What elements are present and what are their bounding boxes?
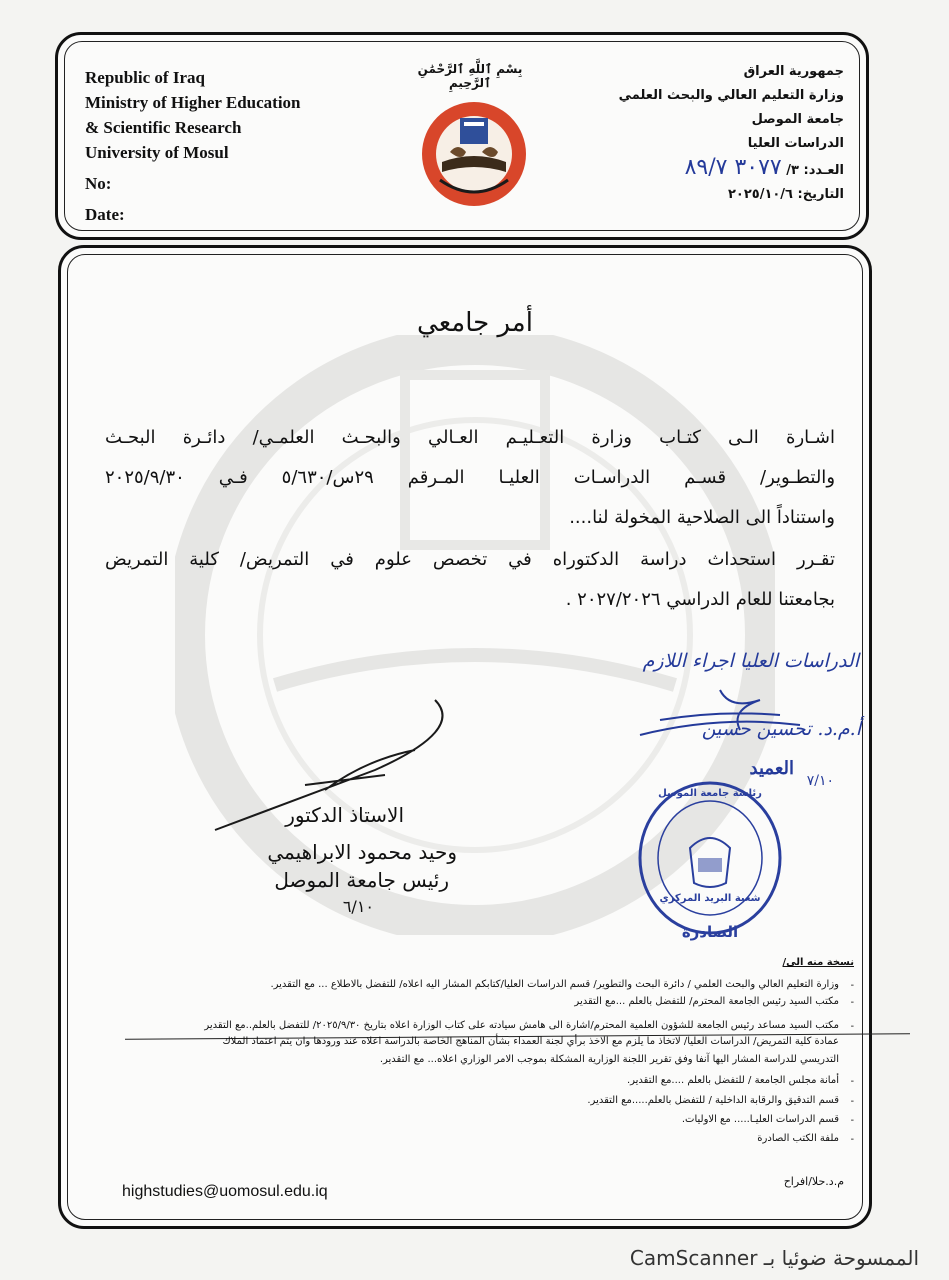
ar-number-row <box>544 156 844 183</box>
camscanner-watermark: الممسوحة ضوئيا بـ CamScanner <box>629 1246 919 1270</box>
cc-bullet: - <box>850 997 854 1008</box>
ar-department: الدراسات العليا <box>747 136 844 151</box>
dean-name: أ.م.د. تحسين حسين <box>701 718 861 740</box>
signature-name: وحيد محمود الابراهيمي <box>267 840 457 864</box>
footer-initials: م.د.حلا/افراح <box>783 1175 844 1188</box>
ar-date-value: ٢٠٢٥/١٠/٦ <box>727 187 793 202</box>
body-line-3: واستناداً الى الصلاحية المخولة لنا.... <box>569 507 835 528</box>
outgoing-mail-stamp <box>635 778 785 948</box>
stamp-label: الصادرة <box>681 923 739 941</box>
en-ministry-2: & Scientific Research <box>85 118 242 137</box>
date-label: Date: <box>85 205 125 224</box>
ar-university: جامعة الموصل <box>751 112 844 127</box>
cc-item-3: مكتب السيد مساعد رئيس الجامعة للشؤون العلمية المحترم/اشارة الى هامش سيادته على كتاب الوزارة اعلاه بتاريخ ٢٠٢٥/٩/٣٠/ للتفضل بالعلم..مع التقدير <box>204 1020 839 1031</box>
body-line-4: تقـرر استحداث دراسة الدكتوراه في تخصص علوم في التمريض/ كلية التمريض <box>105 549 835 570</box>
basmala: بِسْمِ ٱللَّهِ ٱلرَّحْمَٰنِ ٱلرَّحِيمِ <box>417 62 523 90</box>
signature-title: الاستاذ الدكتور <box>285 803 404 827</box>
body-line-5: بجامعتنا للعام الدراسي ٢٠٢٧/٢٠٢٦ . <box>565 589 835 610</box>
ar-date-label: التاريخ: <box>797 187 844 202</box>
stamp-bottom-text: شعبة البريد المركزي <box>659 893 761 904</box>
cc-item-1: وزارة التعليم العالي والبحث العلمي / دائرة البحث والتطوير/ قسم الدراسات العليا/كتابكم المشار اليه اعلاه/ للتفضل بالاطلاع ... مع التقدير. <box>270 979 839 990</box>
cc-item-6: قسم التدقيق والرقابة الداخلية / للتفضل بالعلم.....مع التقدير. <box>587 1095 839 1106</box>
cc-item-2: مكتب السيد رئيس الجامعة المحترم/ للتفضل بالعلم ...مع التقدير <box>574 996 839 1007</box>
ar-number-label: العـدد: ٣/ <box>786 163 844 178</box>
cc-item-7: قسم الدراسات العليـا..... مع الاوليات. <box>681 1114 839 1125</box>
ar-date-row <box>544 183 844 207</box>
cc-bullet: - <box>850 1134 854 1145</box>
cc-item-4: عمادة كلية التمريض/ الدراسات العليا/ لاتخاذ ما يلزم مع الاخذ برأي لجنة العمداء بشأن المناهج الخاصة بالدراسة اعلاه عند ورودها وان يتم اعتماد الملاك <box>222 1036 839 1047</box>
body-line-1: اشـارة الـى كتـاب وزارة التعـليـم العـالي والبحـث العلمـي/ دائـرة البحـث <box>105 427 835 448</box>
cc-item-4-continued: التدريسي للدراسة المشار اليها آنفا وفق تقرير اللجنة الوزارية المشكلة بموجب الامر الوزاري اعلاه... مع التقدير. <box>379 1054 839 1065</box>
ar-number-value: ٣٠٧٧ ٨٩/٧ <box>684 155 782 180</box>
en-country: Republic of Iraq <box>85 68 205 87</box>
cc-bullet: - <box>850 1076 854 1087</box>
university-logo <box>420 100 528 208</box>
en-ministry: Ministry of Higher Education <box>85 93 301 112</box>
dean-title: العميد <box>749 758 794 779</box>
letterhead-arabic <box>544 60 844 207</box>
letterhead-english <box>85 65 301 227</box>
stamp-top-text: رئاسة جامعة الموصل <box>658 788 762 799</box>
ar-country: جمهورية العراق <box>743 64 844 79</box>
cc-bullet: - <box>850 1096 854 1107</box>
cc-item-5: أمانة مجلس الجامعة / للتفضل بالعلم ....مع التقدير. <box>626 1075 839 1086</box>
cc-bullet: - <box>850 980 854 991</box>
no-label: No: <box>85 174 112 193</box>
cc-item-8: ملفة الكتب الصادرة <box>757 1133 839 1144</box>
body-line-2: والتطـوير/ قسـم الدراسـات العليـا المـرقم ٢٩س/٥/٦٣٠ فـي ٢٠٢٥/٩/٣٠ <box>105 467 836 488</box>
cc-bullet: - <box>850 1021 854 1032</box>
signature-position: رئيس جامعة الموصل <box>274 868 449 892</box>
dean-date: ٧/١٠ <box>806 773 834 789</box>
en-university: University of Mosul <box>85 143 229 162</box>
document-title: أمر جامعي <box>417 308 533 338</box>
footer-email: highstudies@uomosul.edu.iq <box>122 1183 328 1200</box>
handwritten-note: الدراسات العليا اجراء اللازم <box>642 650 859 672</box>
signature-date: ٦/١٠ <box>342 897 374 916</box>
cc-bullet: - <box>850 1115 854 1126</box>
dean-signature-scribble <box>600 680 830 750</box>
cc-heading: نسخة منه الى/ <box>782 957 854 968</box>
ar-ministry: وزارة التعليم العالي والبحث العلمي <box>618 88 844 103</box>
